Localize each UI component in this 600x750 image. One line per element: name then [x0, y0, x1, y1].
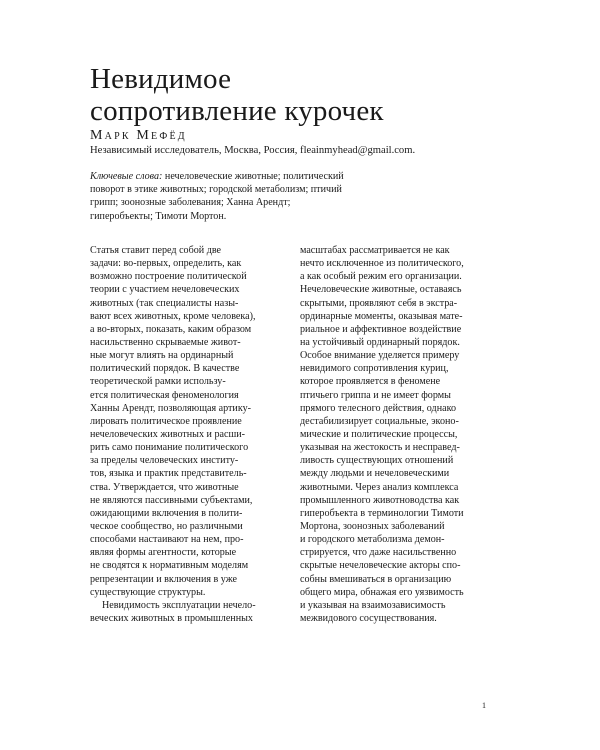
text-line: политический порядок. В качестве	[90, 363, 240, 375]
text-line: тов, языка и практик представитель-	[90, 468, 247, 480]
text-line: промышленного животноводства как	[300, 494, 460, 506]
keywords-block	[90, 170, 370, 223]
text-line: Ханны Арендт, позволяющая артику-	[90, 402, 251, 414]
article-title-line-2: сопротивление курочек	[90, 95, 384, 127]
text-line: теории с участием нечеловеческих	[90, 284, 240, 296]
text-line: за пределы человеческих институ-	[90, 455, 239, 467]
keywords-line-3: грипп; зоонозные заболевания; Ханна Арендт;	[90, 197, 291, 209]
text-line: не являются пассивными субъектами,	[90, 494, 253, 506]
text-line: между людьми и нечеловеческими	[300, 468, 450, 480]
text-line: ожидающими включения в полити-	[90, 507, 243, 519]
text-line: невидимого сопротивления куриц,	[300, 363, 449, 375]
text-line: ства. Утверждается, что животные	[90, 481, 239, 493]
keywords-label: Ключевые слова:	[90, 171, 163, 182]
text-line: межвидового сосуществования.	[300, 612, 437, 624]
text-line: лировать политическое проявление	[90, 415, 242, 427]
text-line: гиперобъекта в терминологии Тимоти	[300, 507, 464, 519]
text-line: прямого телесного действия, однако	[300, 402, 457, 414]
keywords-line-2: поворот в этике животных; городской метаболизм; птичий	[90, 184, 342, 196]
text-line: не сводятся к нормативным моделям	[90, 560, 249, 572]
text-line: Статья ставит перед собой две	[90, 245, 222, 256]
text-line: и городского метаболизма демон-	[300, 534, 445, 546]
text-line: ординарные моменты, оказывая мате-	[300, 310, 463, 322]
text-line: риальное и аффективное воздействие	[300, 323, 462, 335]
keywords-text-1: нечеловеческие животные; политический	[162, 171, 344, 182]
article-title-line-1: Невидимое	[90, 63, 232, 95]
text-line: а как особый режим его организации.	[300, 271, 462, 283]
text-line: теоретической рамки использу-	[90, 376, 226, 388]
keywords-line-1	[90, 170, 370, 183]
text-line: ливость существующих отношений	[300, 455, 454, 467]
page-number: 1	[482, 701, 486, 710]
text-line: масштабах рассматривается не как	[300, 245, 450, 256]
text-line: Нечеловеческие животные, оставаясь	[300, 284, 462, 296]
text-line: скрытые нечеловеческие акторы спо-	[300, 560, 461, 572]
text-line: ется политическая феноменология	[90, 389, 239, 401]
text-line: указывая на жестокость и несправед-	[300, 442, 460, 454]
text-line: ные могут влиять на ординарный	[90, 350, 234, 362]
text-line: насильственно скрываемые живот-	[90, 336, 241, 348]
text-line: веческих животных в промышленных	[90, 612, 253, 624]
text-line: существующие структуры.	[90, 586, 206, 598]
abstract-column-left	[90, 244, 300, 625]
author-name: Марк Мефёд	[90, 128, 187, 143]
text-line: животными. Через анализ комплекса	[300, 481, 459, 493]
text-line: рить само понимание политического	[90, 442, 249, 454]
text-line: дестабилизирует социальные, эконо-	[300, 415, 459, 427]
text-line: животных (так специалисты назы-	[90, 297, 239, 309]
text-line: Особое внимание уделяется примеру	[300, 350, 460, 362]
text-line: вают всех животных, кроме человека),	[90, 310, 256, 322]
abstract-column-right	[300, 244, 510, 625]
text-line: собны вмешиваться в организацию	[300, 573, 452, 585]
text-line: задачи: во-первых, определить, как	[90, 258, 242, 270]
text-line: на устойчивый ординарный порядок.	[300, 336, 460, 348]
text-line: которое проявляется в феномене	[300, 376, 441, 388]
text-line: нечеловеческих животных и расши-	[90, 428, 245, 440]
text-line: стрируется, что даже насильственно	[300, 547, 457, 559]
text-line: репрезентации и включения в уже	[90, 573, 238, 585]
text-line: мические и политические процессы,	[300, 428, 458, 440]
text-line: скрытыми, проявляют себя в экстра-	[300, 297, 458, 309]
text-line: способами настаивают на нем, про-	[90, 534, 244, 546]
text-line: а во-вторых, показать, каким образом	[90, 323, 252, 335]
text-line: возможно построение политической	[90, 271, 247, 283]
paragraph-start-line: Невидимость эксплуатации нечело-	[102, 599, 256, 611]
text-line: общего мира, обнажая его уязвимость	[300, 586, 464, 598]
text-line: ческое сообщество, но различными	[90, 520, 243, 532]
text-line: птичьего гриппа и не имеет формы	[300, 389, 451, 401]
text-line: нечто исключенное из политического,	[300, 258, 464, 270]
article-title	[90, 63, 530, 127]
keywords-line-4: гиперобъекты; Тимоти Мортон.	[90, 210, 227, 222]
text-line: Мортона, зоонозных заболеваний	[300, 520, 445, 532]
text-line: являя формы агентности, которые	[90, 547, 237, 559]
author-affiliation: Независимый исследователь, Москва, Россия, fleainmyhead@gmail.com.	[90, 145, 416, 156]
text-line: и указывая на взаимозависимость	[300, 599, 446, 611]
